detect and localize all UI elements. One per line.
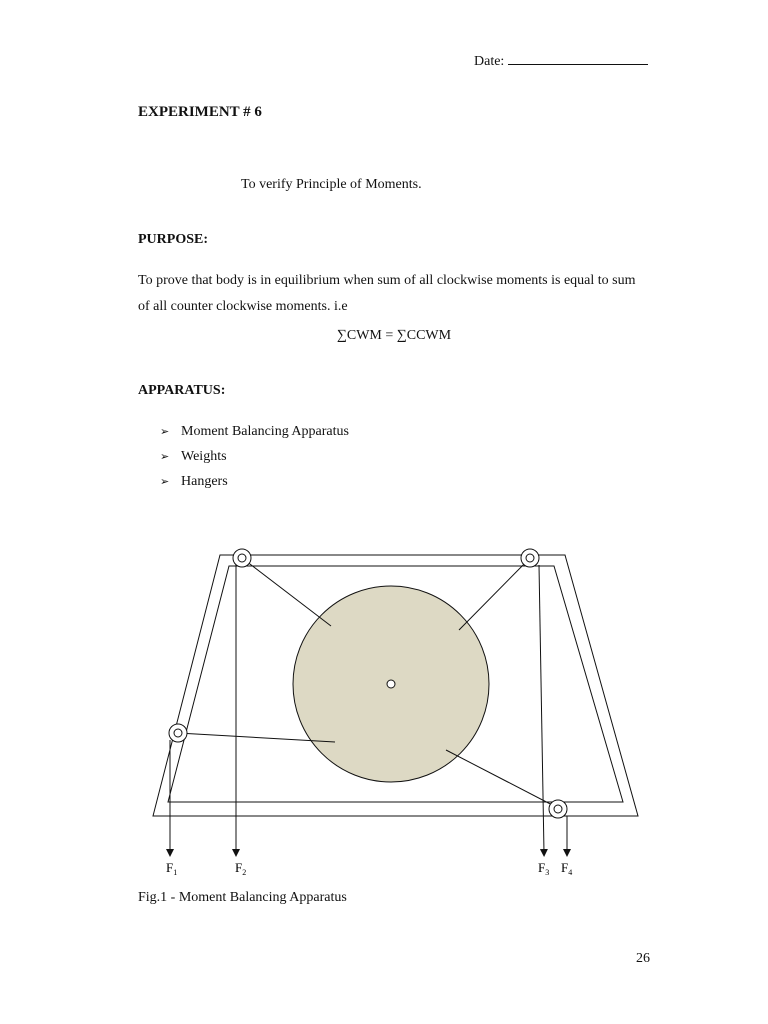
apparatus-list — [160, 422, 349, 497]
date-label: Date: — [474, 54, 505, 69]
disc-center-pivot — [387, 680, 395, 688]
date-field — [474, 52, 648, 70]
list-item — [160, 422, 349, 447]
figure-caption: Fig.1 - Moment Balancing Apparatus — [138, 890, 347, 905]
apparatus-item-label: Weights — [181, 449, 227, 464]
pulley-bottom-right — [549, 800, 567, 818]
force-line-f3 — [539, 565, 544, 853]
arrow-bullet-icon: ➢ — [160, 450, 170, 463]
page-number: 26 — [636, 951, 650, 966]
experiment-title: EXPERIMENT # 6 — [138, 104, 262, 120]
arrow-bullet-icon: ➢ — [160, 475, 170, 488]
purpose-paragraph — [138, 268, 654, 320]
string-top-left — [242, 558, 331, 626]
moment-apparatus-figure — [148, 540, 648, 890]
purpose-line-2: of all counter clockwise moments. i.e — [138, 299, 348, 314]
list-item — [160, 472, 349, 497]
moment-formula: ∑CWM = ∑CCWM — [336, 328, 452, 343]
list-item — [160, 447, 349, 472]
date-blank-line — [508, 52, 648, 65]
string-bottom-right — [446, 750, 558, 808]
force-label-f1: $F_1$ — [166, 860, 178, 877]
apparatus-diagram — [148, 540, 648, 885]
force-label-f3: $F_3$ — [538, 860, 550, 877]
string-top-right — [459, 558, 530, 630]
purpose-line-1: To prove that body is in equilibrium when sum of all clockwise moments is equal to sum — [138, 273, 636, 288]
apparatus-heading: APPARATUS: — [138, 383, 226, 398]
purpose-heading: PURPOSE: — [138, 232, 208, 247]
pulley-top-right — [521, 549, 539, 567]
experiment-aim: To verify Principle of Moments. — [241, 177, 422, 192]
apparatus-item-label: Hangers — [181, 474, 228, 489]
force-label-f4: $F_4$ — [561, 860, 573, 877]
pulley-left — [169, 724, 187, 742]
force-label-f2: $F_2$ — [235, 860, 247, 877]
apparatus-item-label: Moment Balancing Apparatus — [181, 424, 349, 439]
pulley-top-left — [233, 549, 251, 567]
arrow-bullet-icon: ➢ — [160, 425, 170, 438]
